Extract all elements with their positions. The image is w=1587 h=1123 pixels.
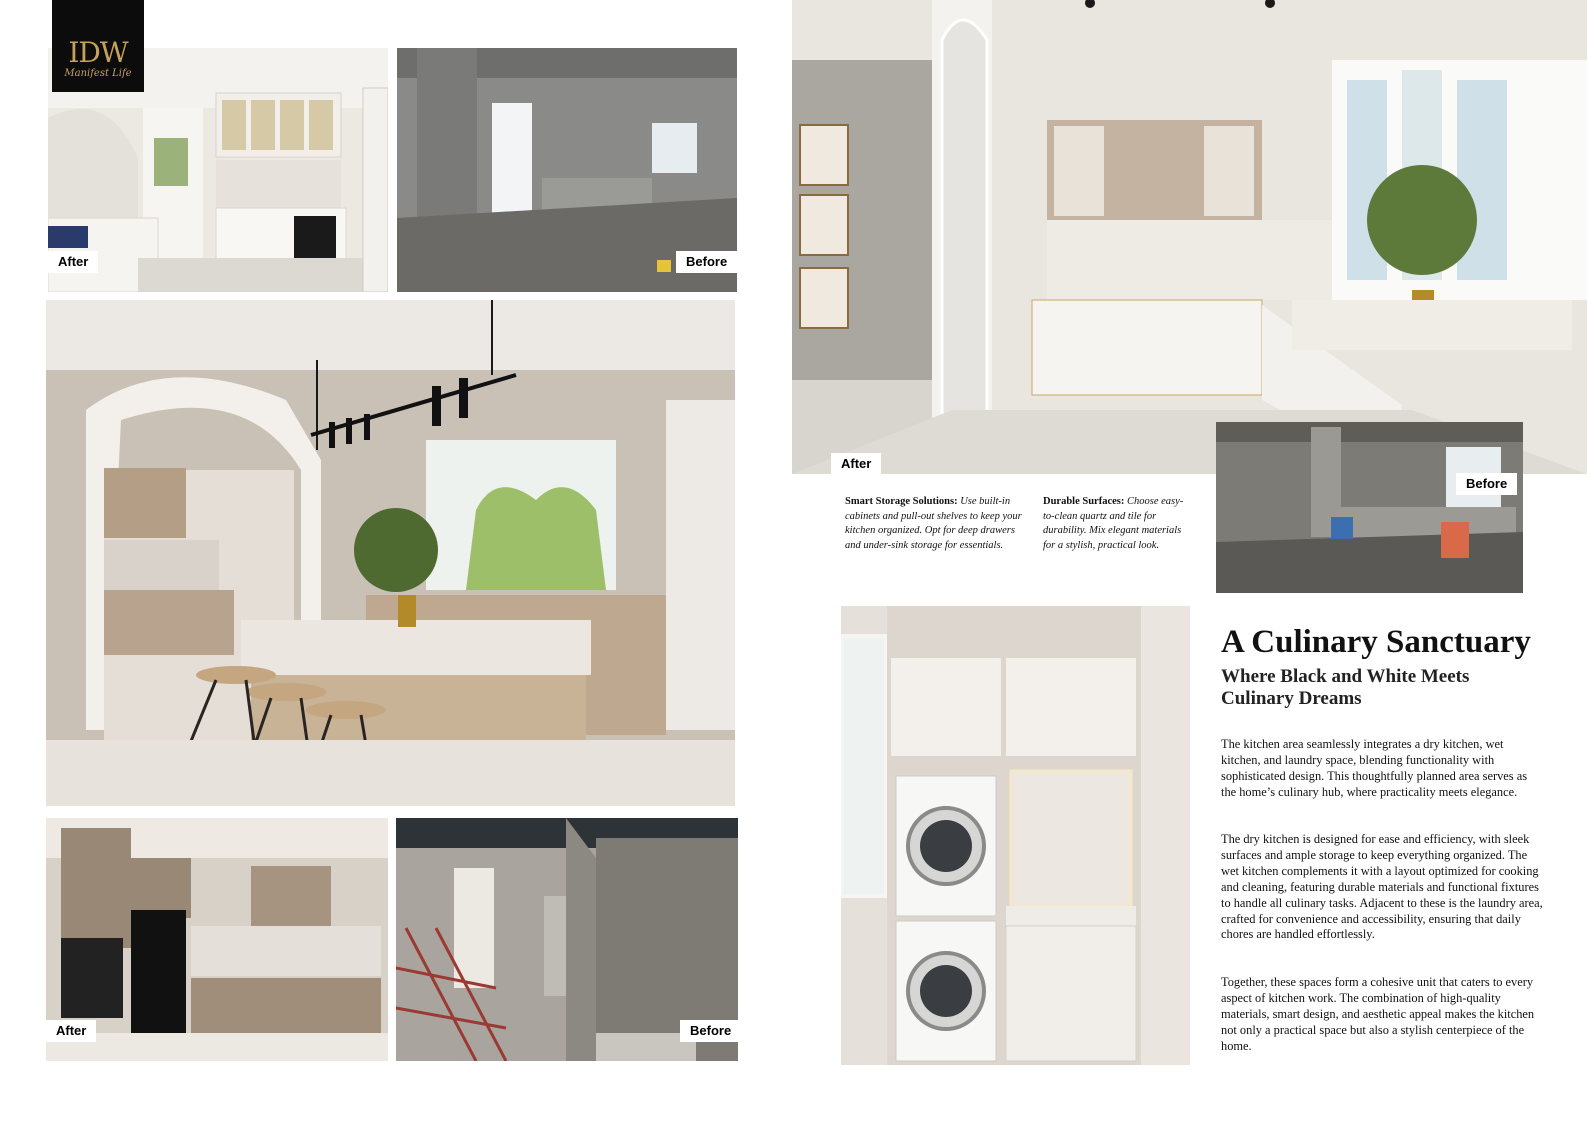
article-paragraph: The kitchen area seamlessly integrates a dry kitchen, wet kitchen, and laundry space, blending functionality with sophisticated design. This thoughtfully planned area serves as the home’s culinary hub, where practicality meets elegance.	[1221, 737, 1528, 799]
tip-smart-storage	[845, 495, 1025, 553]
photo-wet-kitchen-before	[1216, 422, 1523, 593]
after-label: After	[46, 1020, 96, 1042]
before-label: Before	[676, 251, 737, 273]
photo-dark-kitchen-after	[46, 818, 388, 1061]
after-label: After	[48, 251, 98, 273]
tip-durable-surfaces	[1043, 495, 1193, 553]
before-label: Before	[680, 1020, 741, 1042]
before-label: Before	[1456, 473, 1517, 495]
photo-wood-kitchen-island	[46, 300, 735, 806]
tip-storage-title: Smart Storage Solutions:	[845, 496, 958, 507]
tip-surfaces-title: Durable Surfaces:	[1043, 496, 1125, 507]
photo-laundry	[841, 606, 1190, 1065]
brand-logo	[52, 0, 144, 92]
logo-tagline: Manifest Life	[64, 68, 132, 79]
article-title: A Culinary Sanctuary	[1221, 624, 1531, 660]
logo-text: IDW	[68, 36, 128, 69]
after-label: After	[831, 453, 881, 475]
article-paragraph: Together, these spaces form a cohesive unit that caters to every aspect of kitchen work. The combination of high-quality materials, smart design, and aesthetic appeal makes the kitchen not only a practical space but also a stylish centerpiece of the home.	[1221, 975, 1535, 1053]
tip-surfaces-text: Choose easy-to-clean quartz and tile for durability. Mix elegant materials for a stylish, practical look.	[1043, 496, 1184, 551]
photo-white-gold-kitchen-after	[792, 0, 1587, 474]
article-paragraph: The dry kitchen is designed for ease and efficiency, with sleek surfaces and ample storage to keep everything organized. The wet kitchen complements it with a layout optimized for cooking and cleaning, featuring durable materials and functional fixtures to handle all culinary tasks. Adjacent to these is the laundry area, crafted for convenience and accessibility, ensuring that daily chores are handled effortlessly.	[1221, 832, 1543, 942]
tip-storage-text: Use built-in cabinets and pull-out shelves to keep your kitchen organized. Opt for deep drawers and under-sink storage for essentials.	[845, 496, 1022, 551]
article-subtitle: Where Black and White Meets Culinary Dreams	[1221, 666, 1470, 709]
